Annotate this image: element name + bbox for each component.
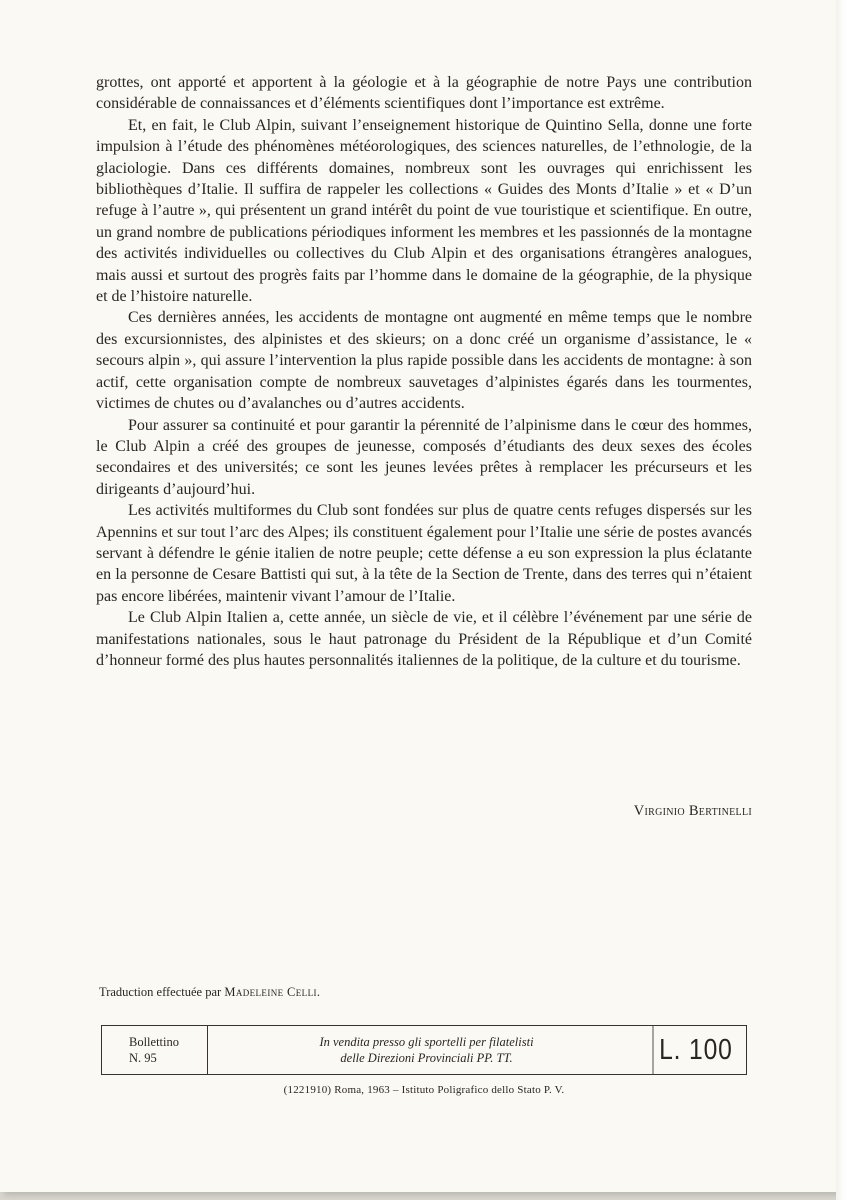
body-text xyxy=(96,72,752,671)
author-signature: Virginio Bertinelli xyxy=(633,803,752,819)
translator-name: Madeleine Celli. xyxy=(224,985,321,999)
paragraph-5: Les activités multiformes du Club sont fondées sur plus de quatre cents refuges dispersés sur les Apennins et sur tout l’arc des Alpes; ils constituent également pour l’Italie une série de postes avancés servant à défendre le génie italien de notre peuple; cette défense a eu son expression la plus éclatante en la personne de Cesare Battisti qui sut, à la tête de la Section de Trente, dans des terres qui n’étaient pas encore libérées, maintenir vivant l’amour de l’Italie. xyxy=(96,502,752,605)
translation-prefix: Traduction effectuée par xyxy=(99,985,222,999)
sale-line-2: delle Direzioni Provinciali PP. TT. xyxy=(340,1051,513,1065)
paragraph-2: Et, en fait, le Club Alpin, suivant l’enseignement historique de Quintino Sella, donne une forte impulsion à l’étude des phénomènes météorologiques, des sciences naturelles, de l’ethnologie, de la glaciologie. Dans ces différents domaines, nombreux sont les ouvrages qui enrichissent les bibliothèques d’Italie. Il suffira de rappeler les collections « Guides des Monts d’Italie » et « D’un refuge à l’autre », qui présentent un grand intérêt du point de vue touristique et scientifique. En outre, un grand nombre de publications périodiques informent les membres et les passionnés de la montagne des activités individuelles ou collectives du Club Alpin et des organisations étrangères analogues, mais aussi et surtout des progrès faits par l’homme dans le domaine de la géographie, de la physique et de l’histoire naturelle. xyxy=(96,116,752,306)
sale-notice xyxy=(208,1026,645,1074)
paragraph-3: Ces dernières années, les accidents de montagne ont augmenté en même temps que le nombre des excursionnistes, des alpinistes et des skieurs; on a donc créé un organisme d’assistance, le « secours alpin », qui assure l’intervention la plus rapide possible dans les accidents de montagne: à son actif, cette organisation compte de nombreux sauvetages d’alpinistes égarés dans les tourmentes, victimes de chutes ou d’avalanches ou d’autres accidents. xyxy=(96,309,752,413)
bulletin-issue: N. 95 xyxy=(129,1051,157,1065)
bulletin-label: Bollettino xyxy=(129,1035,179,1049)
paragraph-6: Le Club Alpin Italien a, cette année, un siècle de vie, et il célèbre l’événement par une série de manifestations nationales, sous le haut patronage du Président de la République et d’un Comité d’honneur formé des plus hautes personnalités italiennes de la politique, de la culture et du tourisme. xyxy=(96,609,752,669)
price: L. 100 xyxy=(653,1026,739,1074)
printer-imprint: (1221910) Roma, 1963 – Istituto Poligrafico dello Stato P. V. xyxy=(283,1084,565,1096)
page-edge xyxy=(836,0,848,1200)
paragraph-1: grottes, ont apporté et apportent à la géologie et à la géographie de notre Pays une contribution considérable de connaissances et d’éléments scientifiques dont l’importance est extrême. xyxy=(96,74,752,113)
paragraph-4: Pour assurer sa continuité et pour garantir la pérennité de l’alpinisme dans le cœur des hommes, le Club Alpin a créé des groupes de jeunesse, composés d’étudiants des deux sexes des écoles secondaires et des universités; ce sont les jeunes levées prêtes à remplacer les précurseurs et les dirigeants d’aujourd’hui. xyxy=(96,416,752,498)
sale-line-1: In vendita presso gli sportelli per filatelisti xyxy=(319,1035,534,1049)
footer-box xyxy=(101,1025,747,1075)
translation-credit xyxy=(99,985,320,1000)
bulletin-number xyxy=(102,1026,208,1074)
